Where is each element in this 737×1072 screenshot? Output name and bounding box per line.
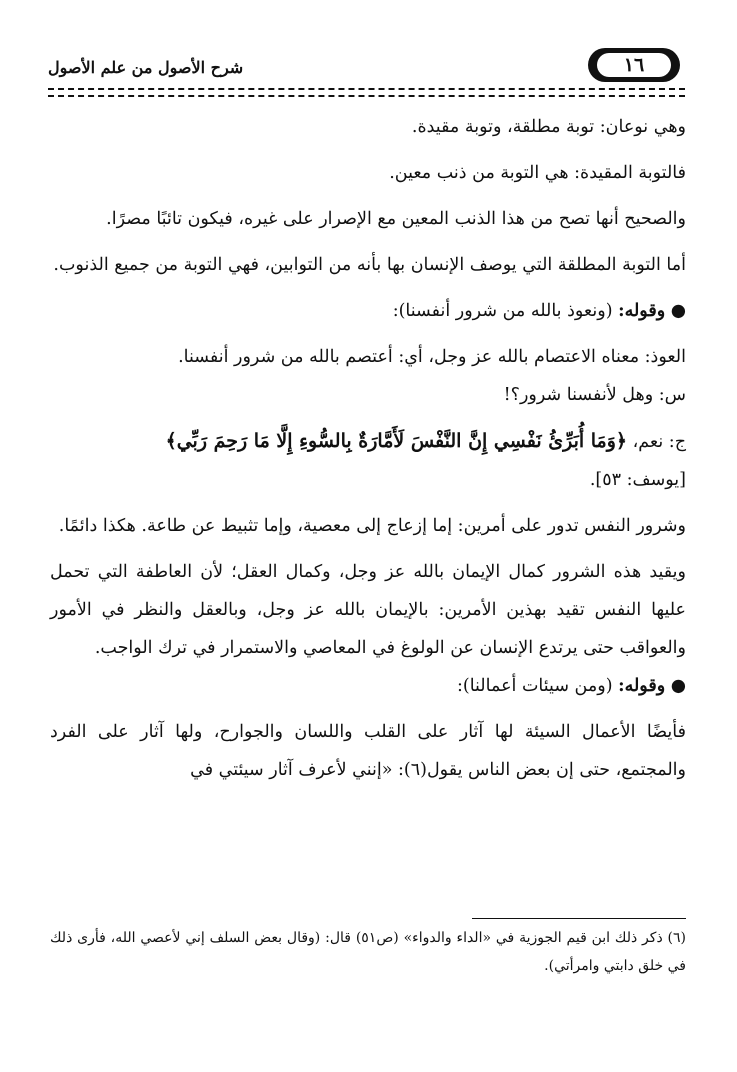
answer-prefix: ج: نعم، xyxy=(632,432,686,452)
footnote-rule xyxy=(472,918,686,919)
paragraph: فالتوبة المقيدة: هي التوبة من ذنب معين. xyxy=(389,163,686,183)
section-quote: (ونعوذ بالله من شرور أنفسنا): xyxy=(392,301,613,321)
quran-verse: ﴿وَمَا أُبَرِّئُ نَفْسِي إِنَّ النَّفْسَ لَأَمَّارَةٌ بِالسُّوءِ إِلَّا مَا رَحِمَ رَبِّي﴾ xyxy=(165,430,628,452)
page-number-badge xyxy=(588,48,680,82)
paragraph: وشرور النفس تدور على أمرين: إما إزعاج إلى معصية، وإما تثبيط عن طاعة. هكذا دائمًا. xyxy=(58,516,686,536)
paragraph: س: وهل لأنفسنا شرور؟! xyxy=(503,385,686,405)
page-header xyxy=(48,48,685,88)
footnote: (٦) ذكر ذلك ابن قيم الجوزية في «الداء والدواء» (ص٥١) قال: (وقال بعض السلف إني لأعصي الله، فأرى ذلك في خلق دابتي وامرأتي). xyxy=(50,930,686,974)
body-text xyxy=(50,108,686,789)
section-heading xyxy=(50,292,686,330)
bullet-icon: ● xyxy=(670,301,686,321)
paragraph: أما التوبة المطلقة التي يوصف الإنسان بها بأنه من التوابين، فهي التوبة من جميع الذنوب. xyxy=(53,255,686,275)
section-heading xyxy=(50,667,686,705)
verse-reference: [يوسف: ٥٣]. xyxy=(589,470,686,490)
section-quote: (ومن سيئات أعمالنا): xyxy=(456,676,613,696)
paragraph: ويقيد هذه الشرور كمال الإيمان بالله عز وجل، وكمال العقل؛ لأن العاطفة التي تحمل عليها النفس تقيد بهذين الأمرين: بالإيمان بالله عز وجل، وبالعقل والنظر في الأمور والعواقب حتى يرتدع الإنسان عن الولوغ في المعاصي والاستمرار في ترك الواجب. xyxy=(50,562,686,658)
paragraph: العوذ: معناه الاعتصام بالله عز وجل، أي: أعتصم بالله من شرور أنفسنا. xyxy=(178,347,686,367)
book-title: شرح الأصول من علم الأصول xyxy=(48,58,244,77)
header-rule-bottom xyxy=(48,95,685,97)
section-lead: وقوله: xyxy=(618,676,666,696)
section-lead: وقوله: xyxy=(618,301,666,321)
page-number: ١٦ xyxy=(597,53,671,77)
paragraph: فأيضًا الأعمال السيئة لها آثار على القلب واللسان والجوارح، ولها آثار على الفرد والمجتمع، حتى إن بعض الناس يقول(٦): «إنني لأعرف آثار سيئتي في xyxy=(50,722,686,780)
paragraph: والصحيح أنها تصح من هذا الذنب المعين مع الإصرار على غيره، فيكون تائبًا مصرًا. xyxy=(106,209,686,229)
bullet-icon: ● xyxy=(670,676,686,696)
paragraph: وهي نوعان: توبة مطلقة، وتوبة مقيدة. xyxy=(411,117,686,137)
answer-line xyxy=(50,422,686,461)
header-rule-top xyxy=(48,88,685,90)
